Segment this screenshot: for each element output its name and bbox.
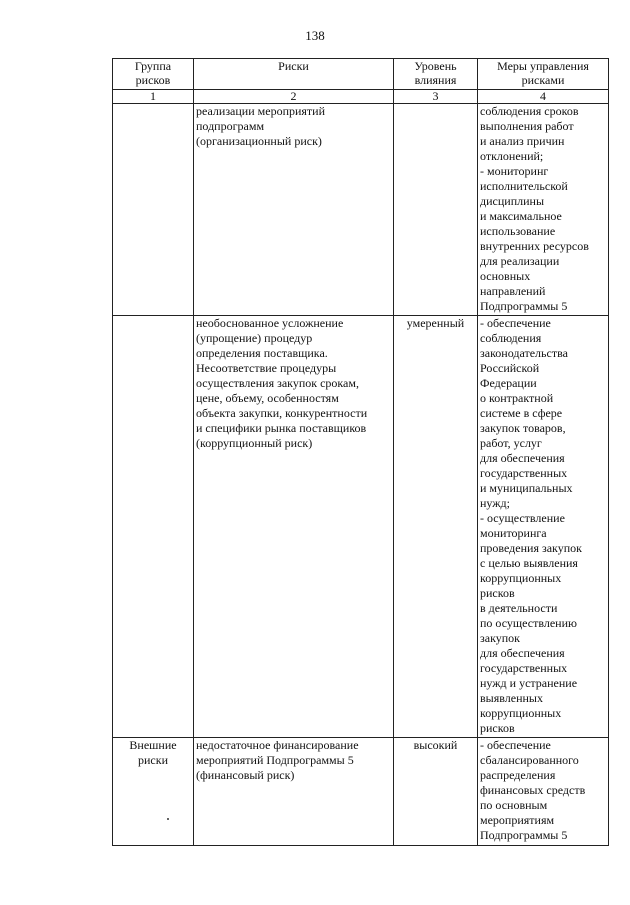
table-row <box>113 738 609 846</box>
column-number-1: 1 <box>113 90 194 104</box>
header-row <box>113 59 609 90</box>
header-impact-level: Уровень влияния <box>394 59 478 90</box>
measures-cell: - обеспечение соблюдения законодательства Российской Федерации о контрактной системе в сфере закупок товаров, работ, услуг для обеспечения государственных и муниципальных нужд; - осуществление мониторинга проведения закупок с целью выявления коррупционных рисков в деятельности по осуществлению закупок для обеспечения государственных нужд и устранение выявленных коррупционных рисков <box>478 316 609 738</box>
measures-cell: соблюдения сроков выполнения работ и анализ причин отклонений; - мониторинг исполнительской дисциплины и максимальное использование внутренних ресурсов для реализации основных направлений Подпрограммы 5 <box>478 104 609 316</box>
header-risks: Риски <box>194 59 394 90</box>
impact-level-cell: высокий <box>394 738 478 846</box>
header-management-measures: Меры управления рисками <box>478 59 609 90</box>
column-number-3: 3 <box>394 90 478 104</box>
risk-cell: недостаточное финансирование мероприятий Подпрограммы 5 (финансовый риск) <box>194 738 394 846</box>
table-row <box>113 104 609 316</box>
header-risk-group: Группа рисков <box>113 59 194 90</box>
column-number-2: 2 <box>194 90 394 104</box>
risk-cell: необоснованное усложнение (упрощение) процедур определения поставщика. Несоответствие процедуры осуществления закупок срокам, цене, объему, особенностям объекта закупки, конкурентности и специфики рынка поставщиков (коррупционный риск) <box>194 316 394 738</box>
page-number: 138 <box>305 28 325 43</box>
impact-level-cell <box>394 104 478 316</box>
risk-management-table <box>112 58 609 846</box>
risk-group-cell: Внешние риски <box>113 738 194 846</box>
measures-cell: - обеспечение сбалансированного распределения финансовых средств по основным мероприятиям Подпрограммы 5 <box>478 738 609 846</box>
impact-level-cell: умеренный <box>394 316 478 738</box>
risk-group-cell <box>113 316 194 738</box>
risk-group-cell <box>113 104 194 316</box>
risk-cell: реализации мероприятий подпрограмм (организационный риск) <box>194 104 394 316</box>
table-row <box>113 316 609 738</box>
column-number-4: 4 <box>478 90 609 104</box>
column-number-row <box>113 90 609 104</box>
scan-speck <box>167 818 169 820</box>
